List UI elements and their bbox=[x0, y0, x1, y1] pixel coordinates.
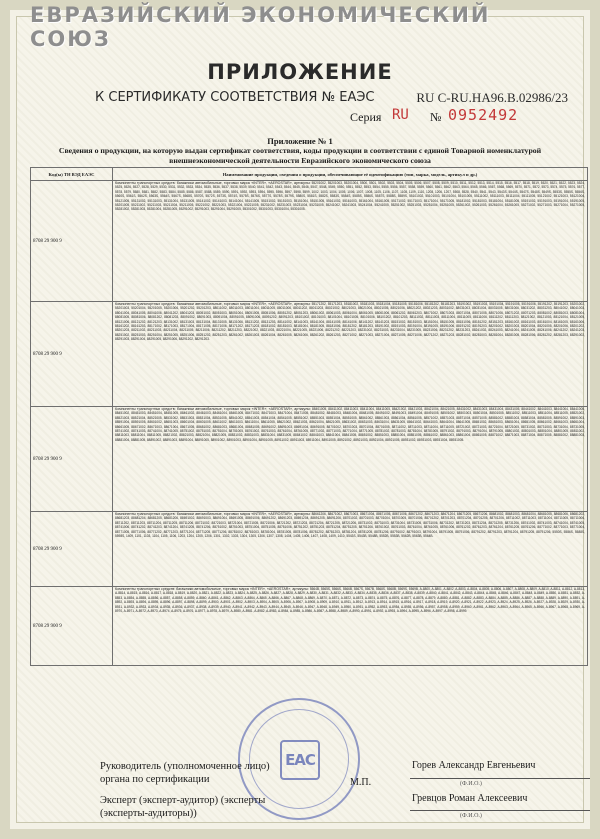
row-description bbox=[113, 587, 588, 666]
row-body: 55171202, 55171203, 55181002, 55181003, 55181004, 55181005, 55181006, 55181202, 55181203, 55191002, 55191003, 55191004, 55191005, 55191006, 55191202, 55191203, 55201002, 55201003, 55201004, 55201005, 55201006, 55201202, 55201203, 88011002, 88011003, 88011004, 88011005, 88011006, 88011202, 88011203, 88021002, 88021003, 88021004, 88021005, 88021006, 88021202, 88021203, 88031002, 88031003, 88031004, 88031005, 88031006, 88031202, 88031203, 88041002, 88041003, 88041004, 88041005, 88041006, 88041202, 88041203, 88051002, 88051003, 88051004, 88051005, 88051006, 88051202, 88051203, 88061002, 88061003, 88061004, 88061005, 88061006, 88061202, 88061203, 88071002, 88071003, 88071004, 88071005, 88071006, 88071202, 88071203, 88081002, 88081003, 88081004, 88081005, 88081006, 88081202, 88081203, 88091002, 88091003, 88091004, 88091005, 88091006, 88091202, 88091203, 88101002, 88101003, 88101004, 88101005, 88101006, 88101202, 88101203, 88111002, 88111003, 88111004, 88111005, 88111006, 88111202, 88111203, 88121002, 88121003, 88121004, 88121005, 88121006, 88121202, 88121203, 88131002, 88131003, 88131004, 88131005, 88131006, 88131202, 88131203, 88141002, 88141003, 88141004, 88141005, 88141006, 88141202, 88141203, 88151002, 88151003, 88151004, 88151005, 88151006, 88151202, 88151203, 88161002, 88161003, 88161004, 88161005, 88161006, 88161202, 88161203, 88171002, 88171003, 88171004, 88171005, 88171006, 88171202, 88171203, 88181002, 88181003, 88181004, 88181005, 88181006, 88181202, 88181203, 88191002, 88191003, 88191004, 88191005, 88191006, 88191202, 88191203, 88201002, 88201003, 88201004, 88201005, 88201006, 88201202, 88201203, 88211002, 88211003, 88211004, 88211005, 88211006, 88211202, 88211203, 88221002, 88221003, 88221004, 88221005, 88221006, 88221202, 88221203, 88231002, 88231003, 88231004, 88231005, 88231006, 88231202, 88231203, 88241002, 88241003, 88241004, 88241005, 88241006, 88241202, 88241203, 88251002, 88251003, 88251004, 88251005, 88251006, 88251202, 88251203, 88261002, 88261003, 88261004, 88261005, 88261006, 88261202, 88261203, 88271002, 88271003, 88271004, 88271005, 88271006, 88271202, 88271203, 88281002, 88281003, 88281004, 88281005, 88281006, 88281202, 88281203, 88291002, 88291003, 88291004, 88291005, 88291006, 88291202, 88291203. bbox=[115, 302, 585, 342]
certificate-number: RU C-RU.HA96.B.02986/23 bbox=[416, 90, 568, 105]
row-description bbox=[113, 512, 588, 587]
expert-fio-caption: (Ф.И.О.) bbox=[460, 813, 482, 819]
row-lead: Компоненты транспортных средств: багажники автомобильные, торговых марок «INTER», «AEROSTAR», артикулы: bbox=[115, 512, 311, 516]
row-code: 8708 29 900 9 bbox=[31, 407, 113, 512]
appendix-title: Приложение № 1 bbox=[267, 136, 333, 146]
row-description bbox=[113, 407, 588, 512]
products-table bbox=[30, 167, 588, 666]
row-code: 8708 29 900 9 bbox=[31, 181, 113, 302]
expert-signature-line bbox=[410, 810, 590, 811]
row-description bbox=[113, 302, 588, 407]
table-row bbox=[31, 302, 588, 407]
table-row bbox=[31, 407, 588, 512]
head-name: Горев Александр Евгеньевич bbox=[412, 760, 536, 771]
page-subtitle: К СЕРТИФИКАТУ СООТВЕТСТВИЯ № ЕАЭС bbox=[95, 90, 375, 105]
series-label: Серия bbox=[350, 110, 382, 124]
row-code: 8708 29 900 9 bbox=[31, 512, 113, 587]
row-code: 8708 29 900 9 bbox=[31, 302, 113, 407]
row-lead: Компоненты транспортных средств: багажники автомобильные, торговых марок «INTER», «AEROSTAR», артикулы: bbox=[115, 302, 311, 306]
row-body: 5564B, 5565S, 5566S, 5566B, 5567S, 5567B, 5568S, 5568B, 5569S, 5569B, A-8800, A-8801, A-8802, A-8803, A-8804, A-8805, A-8806, A-8807, A-8808, A-8809, A-8810, A-8811, A-8812, A-8813, A-8814, A-8815, A-8816, A-8817, A-8818, A-8819, A-8820, A-8821, A-8822, A-8823, A-8824, A-8825, A-8826, A-8827, A-8828, A-8829, A-8830, A-8831, A-8832, A-8833, A-8834, A-8835, A-8836, A-8837, A-8838, A-8839, A-8840, A-8841, A-8842, A-8843, A-8844, A-8845, A-8846, A-8847, A-8848, A-8849, A-8850, A-8851, A-8852, A-8853, A-8854, A-8855, A-8856, A-8857, A-8858, A-8859, A-8860, A-8861, A-8862, A-8863, A-8864, A-8865, A-8866, A-8867, A-8868, A-8869, A-8870, A-8871, A-8872, A-8873, A-8874, A-8875, A-8876, A-8877, A-8878, A-8879, A-8880, A-8881, A-8882, A-8883, A-8884, A-8885, A-8886, A-8887, A-8888, A-8889, A-8890, A-8891, A-8892, A-8893, A-8894, A-8895, A-8896, A-8897, A-8898, A-8899, A-8900, A-8901, A-8902, A-8903, A-8904, A-8905, A-8906, A-8907, A-8908, A-8909, A-8910, A-8911, A-8912, A-8913, A-8914, A-8915, A-8916, A-8917, A-8918, A-8919, A-8920, A-8921, A-8922, A-8923, A-8924, A-8925, A-8926, A-8927, A-8928, A-8929, A-8930, A-8931, A-8932, A-8933, A-8934, A-8935, A-8936, A-8937, A-8938, A-8939, A-8940, A-8941, A-8942, A-8943, A-8944, A-8945, A-8946, A-8947, A-8948, A-8949, A-8950, A-8951, A-8952, A-8953, A-8954, A-8955, A-8956, A-8957, A-8958, A-8959, A-8960, A-8961, A-8962, A-8963, A-8964, A-8965, A-8966, A-8967, A-8968, A-8969, A-8970, A-8971, A-8972, A-8973, A-8974, A-8975, A-8976, A-8977, A-8978, A-8979, A-8980, A-8981, A-8982, A-8983, A-8984, A-8985, A-8986, A-8987, A-8988, A-8989, A-8990, A-8991, A-8992, A-8993, A-8994, A-8995, A-8996, A-8997, A-8998, A-8999. bbox=[115, 587, 586, 614]
page-title: ПРИЛОЖЕНИЕ bbox=[207, 60, 393, 84]
table-row bbox=[31, 512, 588, 587]
row-lead: Компоненты транспортных средств: багажники автомобильные, торговых марок «INTER», «AEROSTAR», артикулы: bbox=[115, 181, 311, 185]
appendix-info: Сведения о продукции, на которую выдан сертификат соответствия, коды продукции в соответствии с единой Товарной номенклатурой внешнеэкономической деятельности Евразийского экономического союза bbox=[58, 146, 542, 165]
head-fio-caption: (Ф.И.О.) bbox=[460, 781, 482, 787]
col-code-header: Код(ы) ТН ВЭД ЕАЭС bbox=[31, 168, 113, 181]
table-header-row bbox=[31, 168, 588, 181]
row-body: 88661206, 88671002, 88671003, 88671004, 88671005, 88671006, 88671202, 88671203, 88671204, 88671205, 88671206, 88681002, 88681003, 88681004, 88681005, 88681006, 88681202, 88681203, 88681204, 88681205, 88681206, 88691002, 88691003, 88691004, 88691005, 88691006, 88691202, 88691203, 88691204, 88691205, 88691206, 88701002, 88701003, 88701004, 88701005, 88701006, 88701202, 88701203, 88701204, 88701205, 88701206, 88711002, 88711003, 88711004, 88711005, 88711006, 88711202, 88711203, 88711204, 88711205, 88711206, 88721002, 88721003, 88721004, 88721005, 88721006, 88721202, 88721203, 88721204, 88721205, 88721206, 88731002, 88731003, 88731004, 88731005, 88731006, 88731202, 88731203, 88731204, 88731205, 88731206, 88741002, 88741003, 88741004, 88741005, 88741006, 88741202, 88741203, 88741204, 88741205, 88741206, 88751002, 88751003, 88751004, 88751005, 88751006, 88751202, 88751203, 88751204, 88751205, 88751206, 88761002, 88761003, 88761004, 88761005, 88761006, 88761202, 88761203, 88761204, 88761205, 88761206, 88771002, 88771003, 88771004, 88771005, 88771006, 88771202, 88771203, 88771204, 88771205, 88771206, 88781002, 88781003, 88781004, 88781005, 88781006, 88781202, 88781203, 88781204, 88781205, 88781206, 88791002, 88791003, 88791004, 88791005, 88791006, 88791202, 88791203, 88791204, 88791205, 88791206, 5550S, 5586S, 5588S, 5598S, 1409, 1101, 1103, 1104, 1105, 1106, 1203, 1204, 1205, 1206, 1301, 1302, 1303, 1304, 1305, 1306, 1307, 1308, 1404, 1405, 1406, 1407, 1408, 1409, 1410, 5543S, 5543B, 5548B, 5552B, 5553B, 5562B, 5563B, 5564B. bbox=[115, 512, 585, 539]
table-row bbox=[31, 181, 588, 302]
head-signature-label: Руководитель (уполномоченное лицо) органа по сертификации bbox=[100, 761, 270, 785]
row-lead: Компоненты транспортных средств: багажники автомобильные, торговых марок «INTER», «AEROSTAR», артикулы: bbox=[115, 407, 311, 411]
series-value: RU bbox=[392, 107, 409, 123]
union-banner: ЕВРАЗИЙСКИЙ ЭКОНОМИЧЕСКИЙ СОЮЗ bbox=[30, 3, 491, 51]
table-row bbox=[31, 587, 588, 666]
col-desc-header: Наименование продукции, сведения о продукции, обеспечивающие её идентификацию (тип, марка, модель, артикул и др.) bbox=[113, 168, 588, 181]
row-body: 55201002, 55201003, 55201004, 5500, 5501, 5502, 5503, 5504, 5505, 5506, 5507, 5508, 5509, 5510, 5511, 5512, 5513, 5514, 5515, 5516, 5517, 5518, 5519, 5520, 5521, 5522, 5523, 5524, 5525, 5526, 5527, 5528, 5529, 5530, 5531, 5532, 5533, 5534, 5535, 5536, 5537, 5538, 5539, 5540, 5541, 5542, 5543, 5544, 5545, 5546, 5547, 5548, 5549, 5550, 5551, 5552, 5553, 5554, 5555, 5556, 5557, 5558, 5559, 5560, 5561, 5562, 5563, 5564, 5565, 5566, 5567, 5568, 5569, 5570, 5571, 5572, 5573, 5574, 5575, 5576, 5577, 5578, 5579, 5580, 5581, 5582, 5583, 5584, 5585, 5586, 5587, 5588, 5589, 5590, 5591, 5592, 5593, 5594, 5595, 5596, 5597, 5598, 5599, 1002, 1003, 1004, 1005, 1006, 1007, 1008, 1105, 1106, 1107, 1108, 1109, 1110, 1208, 1206, 1207, 5508, 5528, 5540, 5541, 5543, 5543S, 5544S, 5547S, 5548S, 5549S, 5553S, 5555S, 5556S, 5560S, 5561S, 5562S, 5563S, 5564S, 5567S, 5568S, 5570S, 5572S, 5573S, 5574S, 5575S, 5576S, 5577S, 5578S, 5579S, 5580S, 5581S, 5582S, 5583S, 5584S, 5585S, 5586S, 5587S, 5588S, 5589S, 55101002, 55101003, 55101004, 55101005, 55111002, 55111003, 55111004, 55111005, 55121002, 55121003, 55121004, 55121005, 55131002, 55131003, 55131004, 55131005, 55141002, 55141003, 55141004, 55141005, 55151002, 55151003, 55151004, 55151005, 55161002, 55161003, 55161004, 55161005, 55171002, 55171003, 55171004, 55171005, 55181002, 55181003, 55181004, 55181005, 55191002, 55191003, 55191004, 55191005, 55201005, 55211002, 55211003, 55211004, 55211005, 55221002, 55221003, 55221004, 55221005, 55231002, 55231003, 55231004, 55231005, 55241002, 55241003, 55241004, 55241005, 55251002, 55251003, 55251004, 55251005, 55261002, 55261003, 55261004, 55261005, 55271002, 55271003, 55271004, 55271005, 55281002, 55281003, 55281004, 55281005, 55291002, 55291003, 55291004, 55291005, 55301002, 55301003, 55301004, 55301005. bbox=[115, 181, 585, 212]
eac-mark-icon: ЕАС bbox=[280, 740, 320, 780]
head-signature-line bbox=[410, 778, 590, 779]
expert-name: Гревцов Роман Алексеевич bbox=[412, 793, 528, 804]
row-description bbox=[113, 181, 588, 302]
row-code: 8708 29 900 9 bbox=[31, 587, 113, 666]
row-lead: Компоненты транспортных средств: багажники автомобильные, торговых марок «INTER», «AEROSTAR», артикулы: bbox=[115, 587, 309, 591]
row-body: 88401005, 88411002, 88411003, 88411004, 88411005, 88421002, 88421003, 88421004, 88421005, 88431002, 88431003, 88431004, 88431005, 88441002, 88441003, 88441004, 88441005, 88451002, 88451003, 88451004, 88451005, 88461002, 88461003, 88461004, 88461005, 88471002, 88471003, 88471004, 88471005, 88481002, 88481003, 88481004, 88481005, 88491002, 88491003, 88491004, 88491005, 88501002, 88501003, 88501004, 88501005, 88511002, 88511003, 88511004, 88511005, 88521002, 88521003, 88521004, 88521005, 88531002, 88531003, 88531004, 88531005, 88541002, 88541003, 88541004, 88541005, 88551002, 88551003, 88551004, 88551005, 88561002, 88561003, 88561004, 88561005, 88571002, 88571003, 88571004, 88571005, 88581002, 88581003, 88581004, 88581005, 88591002, 88591003, 88591004, 88591005, 88601002, 88601003, 88601004, 88601005, 88611002, 88611003, 88611004, 88611005, 88621002, 88621003, 88621004, 88621005, 88631002, 88631003, 88631004, 88631005, 88641002, 88641003, 88641004, 88641005, 88651002, 88651003, 88651004, 88651005, 88661002, 88661003, 88661004, 88661005, 88671002, 88671003, 88671004, 88671005, 88681002, 88681003, 88681004, 88681005, 88691002, 88691003, 88691004, 88691005, 88701002, 88701003, 88701004, 88701005, 88711002, 88711003, 88711004, 88711005, 88721002, 88721003, 88721004, 88721005, 88731002, 88731003, 88731004, 88731005, 88741002, 88741003, 88741004, 88741005, 88751002, 88751003, 88751004, 88751005, 88761002, 88761003, 88761004, 88761005, 88771002, 88771003, 88771004, 88771005, 88781002, 88781003, 88781004, 88781005, 88791002, 88791003, 88791004, 88791005, 88801002, 88801003, 88801004, 88801005, 88811002, 88811003, 88811004, 88811005, 88821002, 88821003, 88821004, 88821005, 88831002, 88831003, 88831004, 88831005, 88841002, 88841003, 88841004, 88841005, 88851002, 88851003, 88851004, 88851005, 88861002, 88861003, 88861004, 88861005, 88871002, 88871003, 88871004, 88871005, 88881002, 88881003, 88881004, 88881005, 88891002, 88891003, 88891004, 88891005, 88901002, 88901003, 88901004, 88901005, 88911002, 88911003, 88911004, 88911005, 88921002, 88921003, 88921004, 88921005, 88931002, 88931003, 88931004, 88931005. bbox=[115, 407, 585, 442]
seal-place-label: М.П. bbox=[350, 777, 372, 788]
number-label: № bbox=[430, 110, 442, 124]
form-number: 0952492 bbox=[448, 106, 519, 124]
expert-signature-label: Эксперт (эксперт-аудитор) (эксперты (эксперты-аудиторы)) bbox=[100, 795, 266, 819]
